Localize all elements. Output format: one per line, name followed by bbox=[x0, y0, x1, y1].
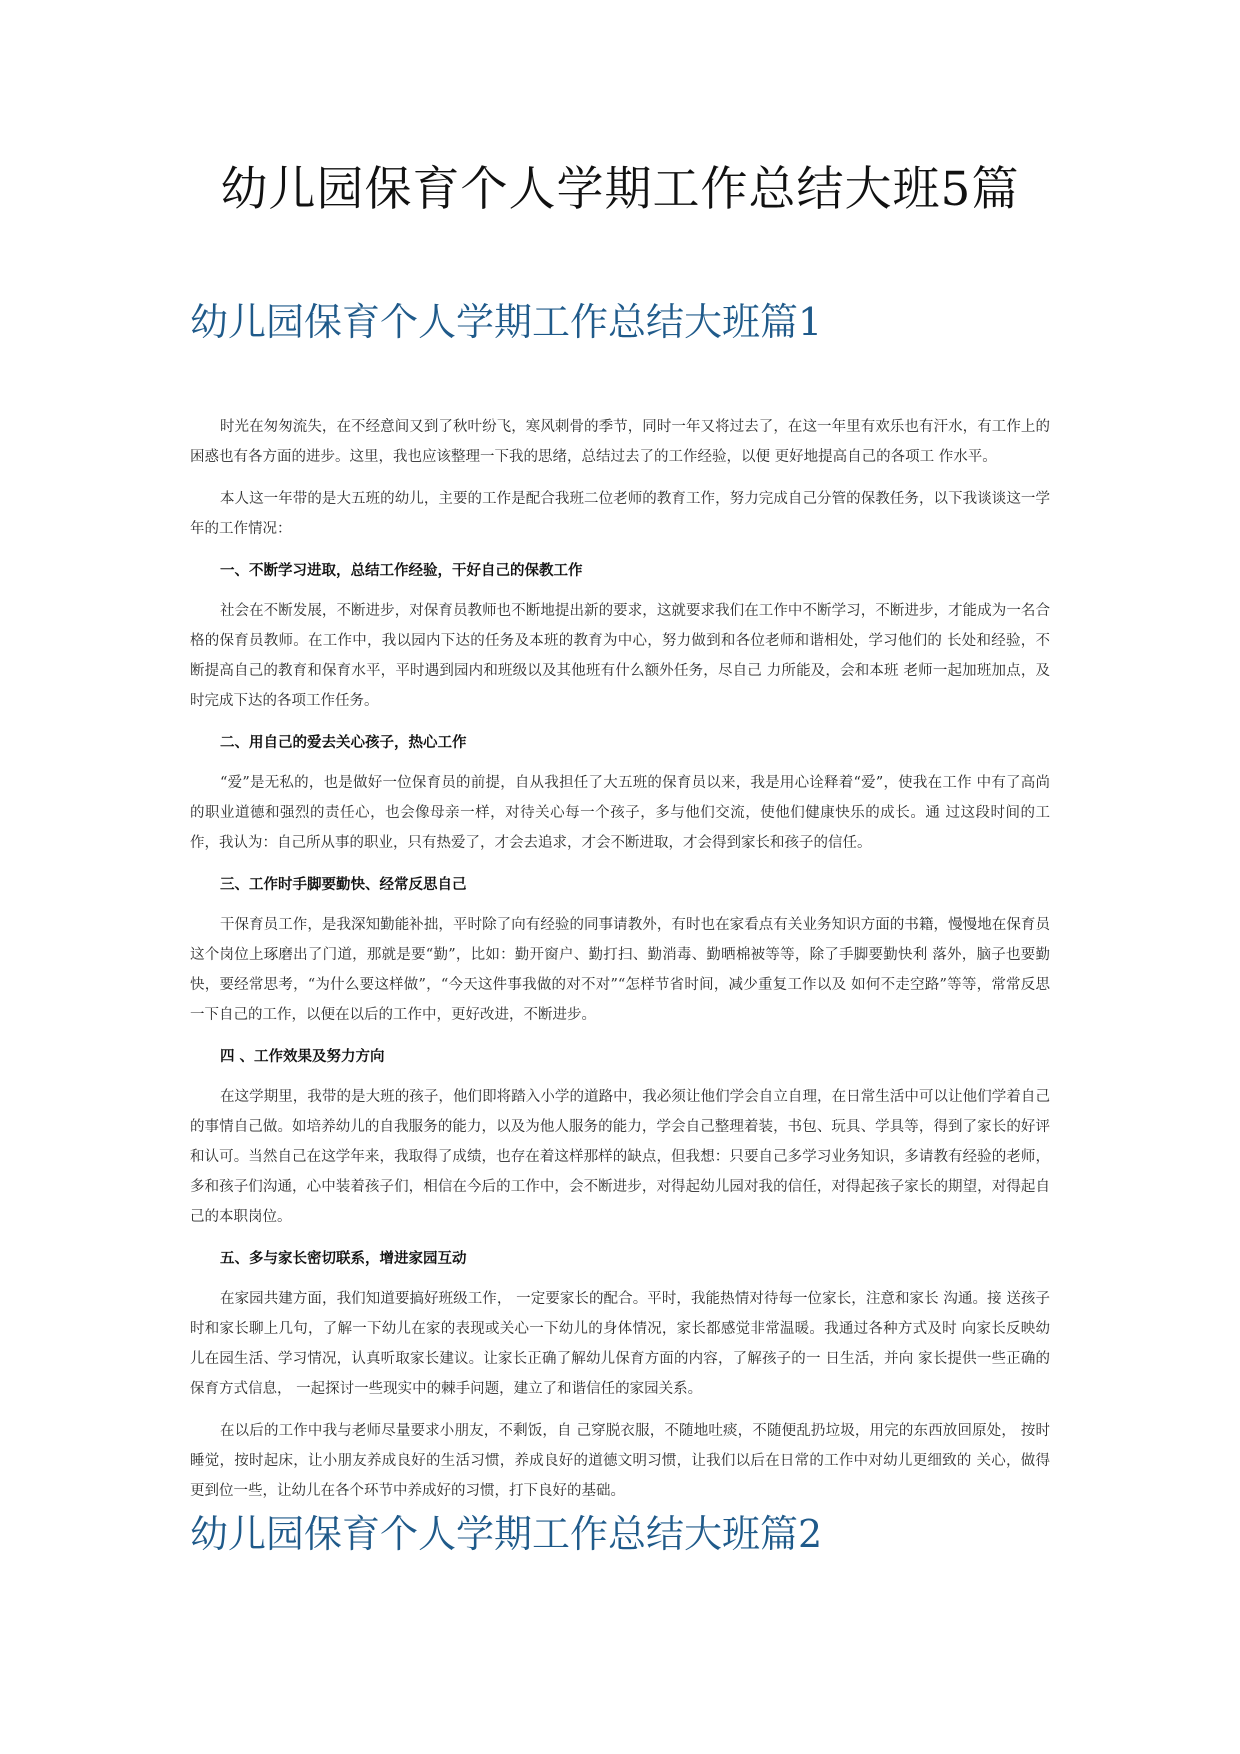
subheading-2: 二、用自己的爱去关心孩子，热心工作 bbox=[220, 735, 467, 751]
subheading-4: 四 、工作效果及努力方向 bbox=[220, 1049, 385, 1065]
document-title: 幼儿园保育个人学期工作总结大班5篇 bbox=[220, 162, 1020, 217]
section-2-heading: 幼儿园保育个人学期工作总结大班篇2 bbox=[190, 1512, 823, 1556]
intro-paragraph-2: 本人这一年带的是大五班的幼儿，主要的工作是配合我班二位老师的教育工作，努力完成自己分管的保教任务，以下我谈谈这一学年的工作情况： bbox=[190, 491, 1050, 537]
subheading-3: 三、工作时手脚要勤快、经常反思自己 bbox=[220, 877, 467, 893]
intro-paragraph-1: 时光在匆匆流失，在不经意间又到了秋叶纷飞，寒风刺骨的季节，同时一年又将过去了，在这一年里有欢乐也有汗水，有工作上的困惑也有各方面的进步。这里，我也应该整理一下我的思绪，总结过去了的工作经验，以便 更好地提高自己的各项工 作水平。 bbox=[190, 419, 1050, 465]
paragraph-2: “爱”是无私的，也是做好一位保育员的前提，自从我担任了大五班的保育员以来，我是用心诠释着“爱”，使我在工作 中有了高尚的职业道德和强烈的责任心，也会像母亲一样，对待关心每一个孩子，多与他们交流，使他们健康快乐的成长。通 过这段时间的工作，我认为：自己所从事的职业，只有热爱了，才会去追求，才会不断进取，才会得到家长和孩子的信任。 bbox=[190, 775, 1050, 851]
paragraph-6: 在以后的工作中我与老师尽量要求小朋友，不剩饭，自 己穿脱衣服，不随地吐痰，不随便乱扔垃圾，用完的东西放回原处， 按时睡觉，按时起床，让小朋友养成良好的生活习惯，养成良好的道德文明习惯，让我们以后在日常的工作中对幼儿更细致的 关心，做得更到位一些，让幼儿在各个环节中养成好的习惯，打下良好的基础。 bbox=[190, 1423, 1050, 1499]
paragraph-4: 在这学期里，我带的是大班的孩子，他们即将踏入小学的道路中，我必须让他们学会自立自理，在日常生活中可以让他们学着自己的事情自己做。如培养幼儿的自我服务的能力，以及为他人服务的能力，学会自己整理着装，书包、玩具、学具等，得到了家长的好评和认可。当然自己在这学年来，我取得了成绩，也存在着这样那样的缺点，但我想：只要自己多学习业务知识，多请教有经验的老师，多和孩子们沟通，心中装着孩子们，相信在今后的工作中，会不断进步，对得起幼儿园对我的信任，对得起孩子家长的期望，对得起自己的本职岗位。 bbox=[190, 1089, 1050, 1225]
paragraph-3: 干保育员工作，是我深知勤能补拙，平时除了向有经验的同事请教外，有时也在家看点有关业务知识方面的书籍，慢慢地在保育员这个岗位上琢磨出了门道，那就是要“勤”，比如：勤开窗户、勤打扫、勤消毒、勤晒棉被等等，除了手脚要勤快利 落外，脑子也要勤快，要经常思考，“为什么要这样做”，“今天这件事我做的对不对”“怎样节省时间，减少重复工作以及 如何不走空路”等等，常常反思一下自己的工作，以便在以后的工作中，更好改进，不断进步。 bbox=[190, 917, 1050, 1023]
section-1-heading: 幼儿园保育个人学期工作总结大班篇1 bbox=[190, 300, 823, 344]
paragraph-5: 在家园共建方面，我们知道要搞好班级工作， 一定要家长的配合。平时，我能热情对待每一位家长，注意和家长 沟通。接 送孩子时和家长聊上几句，了解一下幼儿在家的表现或关心一下幼儿的身体情况，家长都感觉非常温暖。我通过各种方式及时 向家长反映幼儿在园生活、学习情况，认真听取家长建议。让家长正确了解幼儿保育方面的内容，了解孩子的一 日生活，并向 家长提供一些正确的保育方式信息， 一起探讨一些现实中的棘手问题，建立了和谐信任的家园关系。 bbox=[190, 1291, 1050, 1397]
section-1-body bbox=[190, 412, 1050, 1518]
subheading-5: 五、多与家长密切联系，增进家园互动 bbox=[220, 1251, 467, 1267]
paragraph-1: 社会在不断发展，不断进步，对保育员教师也不断地提出新的要求，这就要求我们在工作中不断学习，不断进步，才能成为一名合格的保育员教师。在工作中，我以园内下达的任务及本班的教育为中心，努力做到和各位老师和谐相处，学习他们的 长处和经验，不断提高自己的教育和保育水平，平时遇到园内和班级以及其他班有什么额外任务，尽自己 力所能及，会和本班 老师一起加班加点，及时完成下达的各项工作任务。 bbox=[190, 603, 1050, 709]
subheading-1: 一、不断学习进取，总结工作经验，干好自己的保教工作 bbox=[220, 563, 583, 579]
